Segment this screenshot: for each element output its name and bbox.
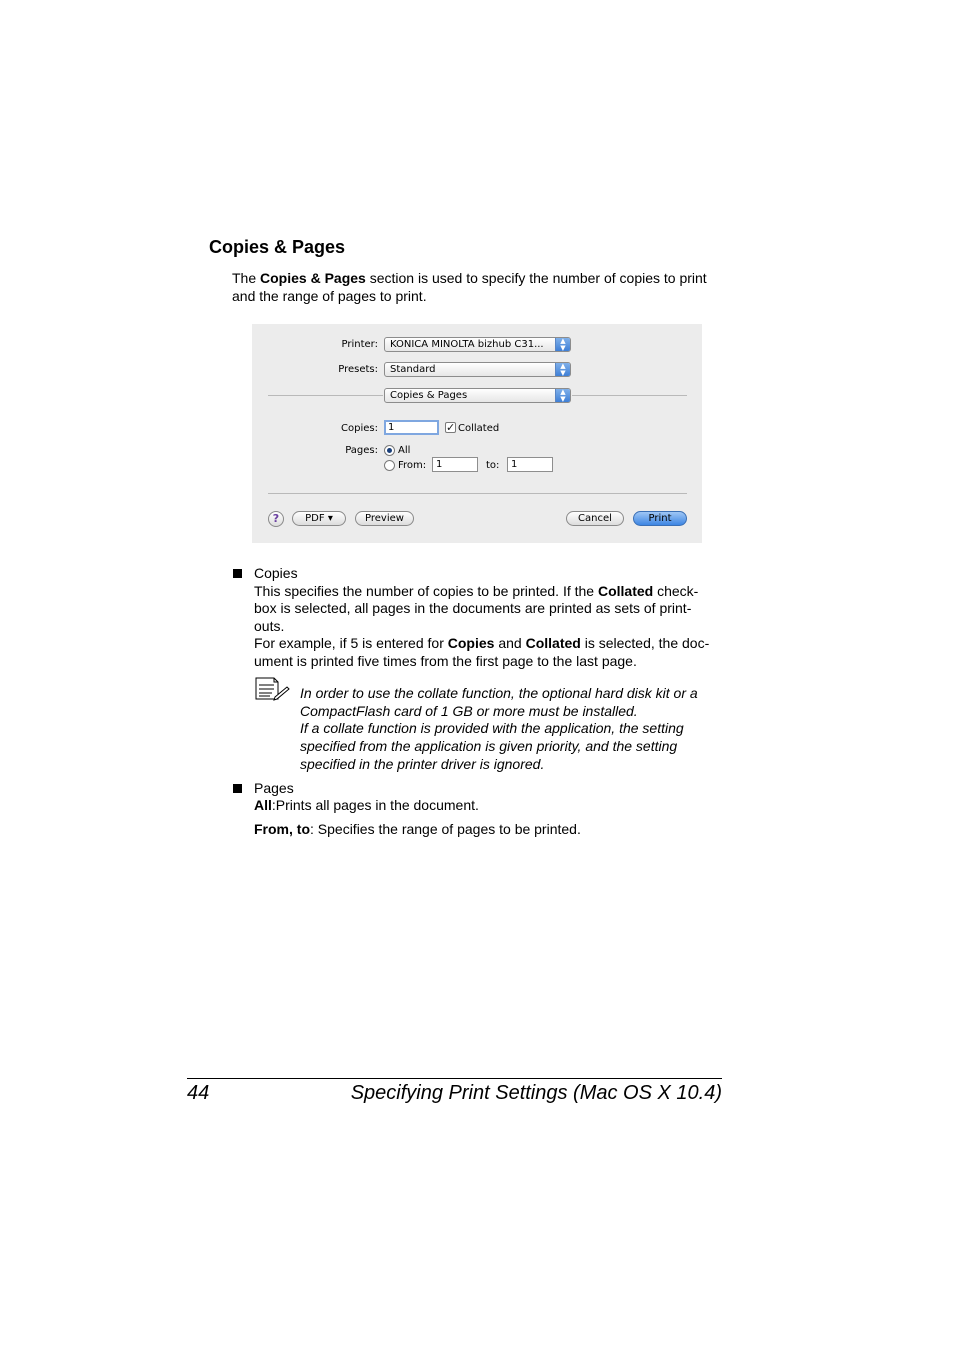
pages-all-label: All bbox=[398, 445, 411, 456]
print-button[interactable]: Print bbox=[633, 511, 687, 526]
page-number: 44 bbox=[187, 1082, 210, 1104]
copies-line-4: For example, if 5 is entered for Copies and Collated is selected, the doc- bbox=[254, 635, 710, 651]
intro-line-1: The Copies & Pages section is used to specify the number of copies to print bbox=[232, 270, 707, 286]
printer-label: Printer: bbox=[341, 339, 378, 350]
pages-all-radio[interactable] bbox=[384, 445, 395, 456]
note-line-4: specified from the application is given priority, and the setting bbox=[300, 738, 678, 754]
popup-arrows-icon: ▲ ▼ bbox=[555, 363, 570, 376]
presets-popup[interactable]: Standard ▲ ▼ bbox=[384, 362, 571, 377]
pages-heading: Pages bbox=[254, 780, 294, 796]
copies-line-5: ument is printed five times from the first page to the last page. bbox=[254, 653, 637, 669]
bullet-icon bbox=[233, 569, 242, 578]
printer-popup[interactable]: KONICA MINOLTA bizhub C31... ▲ ▼ bbox=[384, 337, 571, 352]
popup-arrows-icon: ▲ ▼ bbox=[555, 338, 570, 351]
copies-line-1: This specifies the number of copies to be printed. If the Collated check- bbox=[254, 583, 699, 599]
divider bbox=[268, 395, 383, 396]
to-label: to: bbox=[486, 460, 500, 471]
panel-popup[interactable]: Copies & Pages ▲ ▼ bbox=[384, 388, 571, 403]
note-line-2: CompactFlash card of 1 GB or more must be installed. bbox=[300, 703, 638, 719]
note-line-1: In order to use the collate function, the optional hard disk kit or a bbox=[300, 685, 698, 701]
collated-checkbox[interactable]: ✓ bbox=[446, 421, 456, 434]
presets-label: Presets: bbox=[338, 364, 378, 375]
copies-line-3: outs. bbox=[254, 618, 285, 634]
copies-input[interactable]: 1 bbox=[384, 420, 439, 435]
section-title: Copies & Pages bbox=[209, 237, 346, 257]
from-label: From: bbox=[398, 460, 427, 471]
print-dialog bbox=[252, 324, 702, 543]
pages-label: Pages: bbox=[345, 445, 378, 456]
bullet-icon bbox=[233, 784, 242, 793]
footer-title: Specifying Print Settings (Mac OS X 10.4) bbox=[350, 1082, 722, 1104]
copies-line-2: box is selected, all pages in the documents are printed as sets of print- bbox=[254, 600, 692, 616]
footer-rule bbox=[187, 1078, 722, 1079]
preview-button[interactable]: Preview bbox=[355, 511, 414, 526]
to-input[interactable]: 1 bbox=[507, 457, 553, 472]
divider bbox=[572, 395, 687, 396]
divider bbox=[268, 493, 687, 494]
copies-heading: Copies bbox=[254, 565, 298, 581]
note-line-3: If a collate function is provided with the application, the setting bbox=[300, 720, 684, 736]
copies-label: Copies: bbox=[341, 423, 378, 434]
pages-from-radio[interactable] bbox=[384, 460, 395, 471]
pdf-button[interactable]: PDF ▾ bbox=[292, 511, 346, 526]
note-line-5: specified in the printer driver is ignored. bbox=[300, 756, 545, 772]
cancel-button[interactable]: Cancel bbox=[566, 511, 624, 526]
intro-line-2: and the range of pages to print. bbox=[232, 288, 427, 304]
note-icon bbox=[254, 677, 290, 701]
popup-arrows-icon: ▲ ▼ bbox=[555, 389, 570, 402]
pages-all-desc: All:Prints all pages in the document. bbox=[254, 797, 479, 813]
help-button[interactable]: ? bbox=[268, 511, 284, 527]
collated-label: Collated bbox=[458, 423, 500, 434]
from-input[interactable]: 1 bbox=[432, 457, 478, 472]
pages-fromto-desc: From, to: Specifies the range of pages to be printed. bbox=[254, 821, 581, 837]
